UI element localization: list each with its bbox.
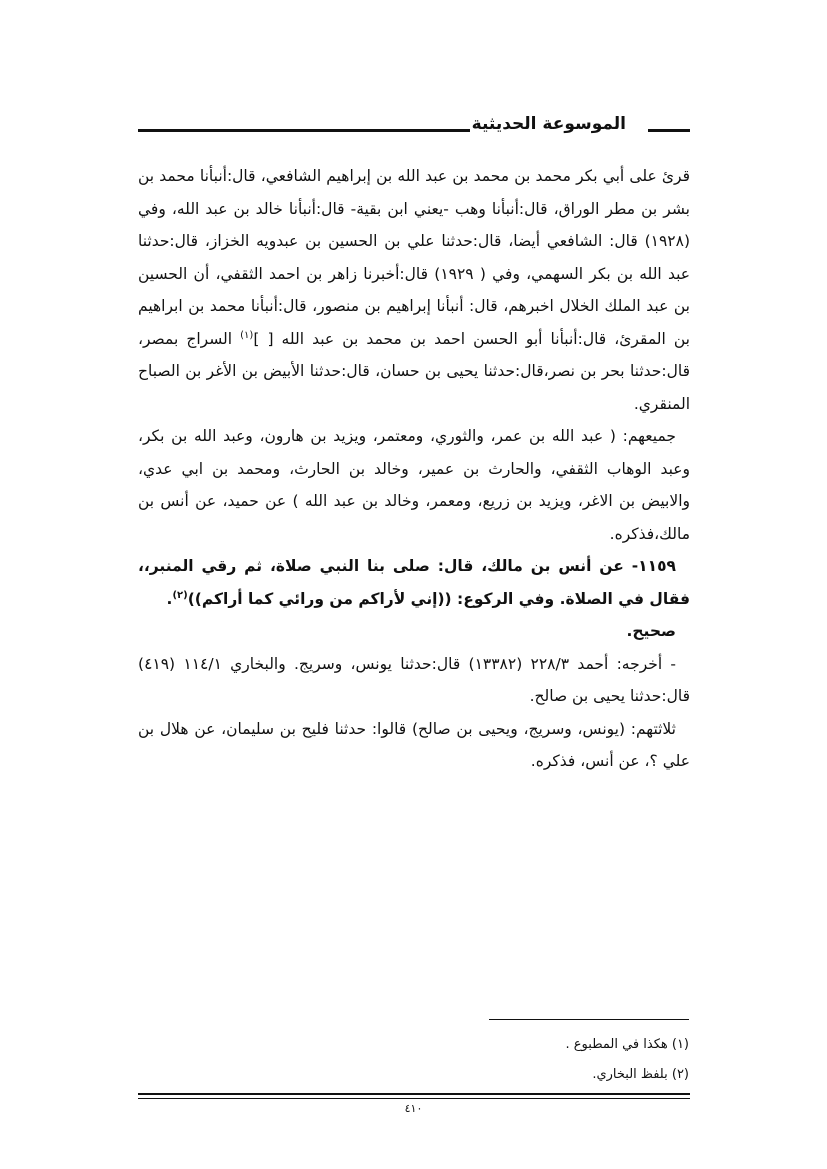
header-title: الموسوعة الحديثية <box>471 114 626 134</box>
footnote-ref-1: (١) <box>240 329 254 341</box>
isnad-text: قرئ على أبي بكر محمد بن محمد بن عبد الله بن إبراهيم الشافعي، قال:أنبأنا محمد بن بشر بن مطر الوراق، قال:أنبأنا وهب -يعني ابن بقية- قال:أنبأنا خالد بن عبد الله، وفي (١٩٢٨) قال: الشافعي أيضا، قال:حدثنا علي بن الحسين بن عبدويه الخزاز، قال:حدثنا عبد الله بن بكر السهمي، وفي ( ١٩٢٩) قال:أخبرنا زاهر بن احمد الثقفي، أن الحسين بن عبد الملك الخلال اخبرهم، قال: أنبأنا إبراهيم بن منصور، قال:أنبأنا محمد بن ابراهيم بن المقرئ، قال:أنبأنا أبو الحسن احمد بن محمد بن عبد الله [ ] <box>138 167 691 348</box>
main-text <box>138 160 690 778</box>
narrators-paragraph: جميعهم: ( عبد الله بن عمر، والثوري، ومعتمر، ويزيد بن هارون، وعبد الله بن بكر، وعبد الوهاب الثقفي، والحارث بن عمير، وخالد بن الحارث، ومحمد بن ابي عدي، والابيض بن الاغر، ويزيد بن زريع، ومعمر، وخالد بن عبد الله ) عن حميد، عن أنس بن مالك،فذكره. <box>138 427 690 543</box>
header-rule-right <box>648 129 690 132</box>
footnotes <box>137 1030 689 1090</box>
footnote-2: (٢) بلفظ البخاري. <box>592 1067 689 1082</box>
footnote-separator <box>489 1019 689 1020</box>
isnad-paragraph <box>138 160 690 420</box>
hadith-paragraph <box>138 550 690 615</box>
isnad-text-end: السراج بمصر، قال:حدثنا بحر بن نصر،قال:حدثنا يحيى بن حسان، قال:حدثنا الأبيض بن الأغر بن الصباح المنقري. <box>138 329 690 413</box>
footnote-1: (١) هكذا في المطبوع . <box>565 1037 689 1052</box>
footnote-ref-2: (٢) <box>172 589 188 601</box>
summary-paragraph: ثلاثتهم: (يونس، وسريج، ويحيى بن صالح) قالوا: حدثنا فليح بن سليمان، عن هلال بن علي ؟، عن أنس، فذكره. <box>138 719 690 770</box>
bottom-rule-thin <box>138 1098 690 1099</box>
bottom-rule-thick <box>138 1093 690 1095</box>
header-rule-left <box>138 129 470 132</box>
hadith-text-end: . <box>166 589 173 608</box>
takhrij-paragraph: - أخرجه: أحمد ٢٢٨/٣ (١٣٣٨٢) قال:حدثنا يونس، وسريج. والبخاري ١١٤/١ (٤١٩) قال:حدثنا يحيى بن صالح. <box>138 654 690 705</box>
verdict: صحيح. <box>626 622 676 640</box>
page-number: ٤١٠ <box>404 1102 423 1115</box>
running-header <box>138 112 690 142</box>
hadith-text: ١١٥٩- عن أنس بن مالك، قال: صلى بنا النبي صلاة، ثم رقي المنبر،، فقال في الصلاة. وفي الركوع: ((إني لأراكم من ورائي كما أراكم)) <box>138 557 690 608</box>
